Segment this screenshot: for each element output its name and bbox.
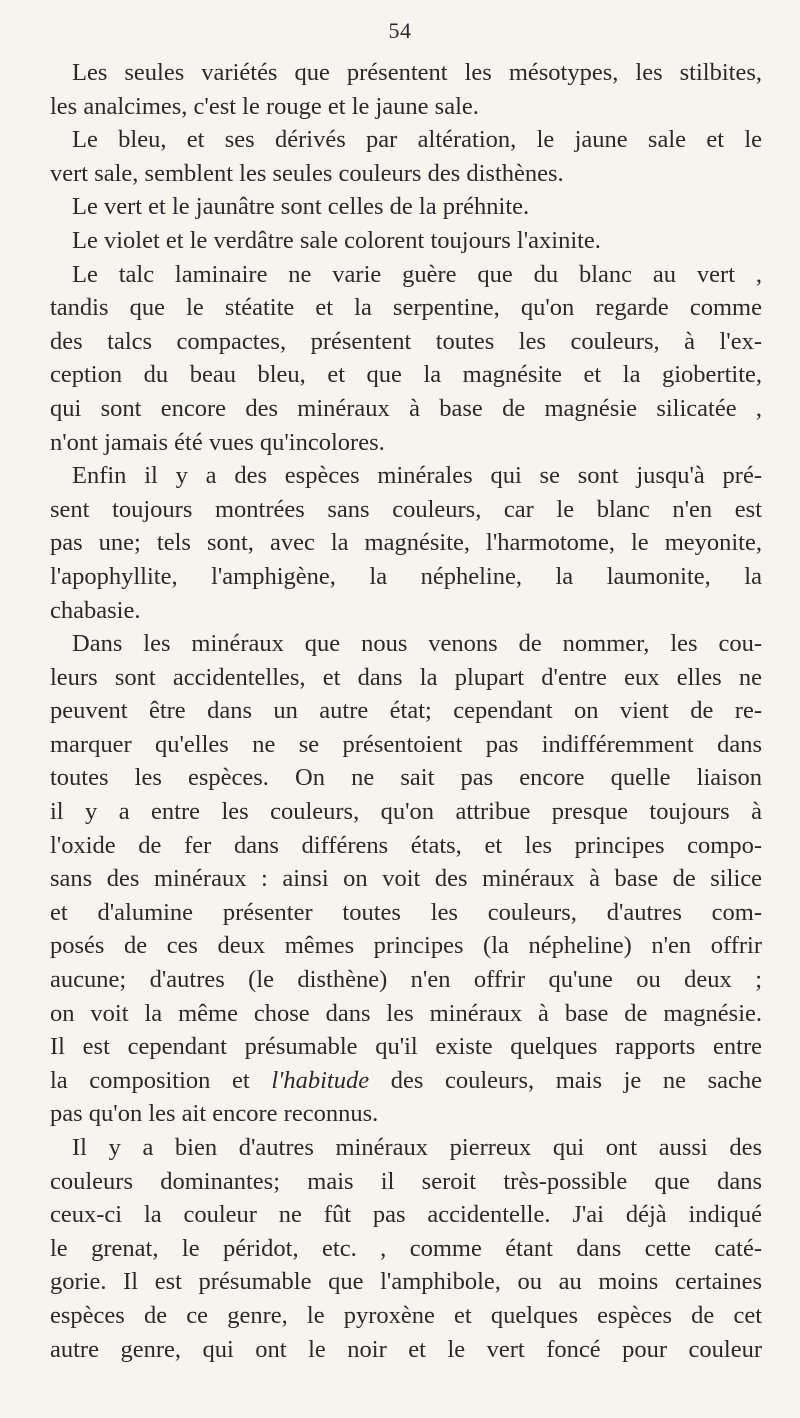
text-line: Enfin il y a des espèces minérales qui se sont jusqu'à pré- <box>72 462 762 490</box>
text-line: vert sale, semblent les seules couleurs des disthènes. <box>50 159 564 187</box>
text-line: n'ont jamais été vues qu'incolores. <box>50 428 385 456</box>
text-line: chabasie. <box>50 596 141 624</box>
text-line: peuvent être dans un autre état; cependant on vient de re- <box>50 697 762 725</box>
italic-term: l'habitude <box>271 1066 370 1094</box>
text-line: qui sont encore des minéraux à base de magnésie silicatée , <box>50 394 762 422</box>
page-number: 54 <box>388 18 412 43</box>
text-line: posés de ces deux mêmes principes (la népheline) n'en offrir <box>50 932 762 960</box>
text-line: leurs sont accidentelles, et dans la plupart d'entre eux elles ne <box>50 663 762 691</box>
text-line <box>50 1064 762 1098</box>
text-line: Le bleu, et ses dérivés par altération, le jaune sale et le <box>72 126 762 154</box>
text-line: Dans les minéraux que nous venons de nommer, les cou- <box>72 630 762 658</box>
text-line: sent toujours montrées sans couleurs, car le blanc n'en est <box>50 495 762 523</box>
text-line: ceux-ci la couleur ne fût pas accidentelle. J'ai déjà indiqué <box>50 1201 762 1229</box>
text-line: gorie. Il est présumable que l'amphibole, ou au moins certaines <box>50 1268 762 1296</box>
text-segment: des couleurs, mais je ne sache <box>369 1066 763 1094</box>
text-line: Il y a bien d'autres minéraux pierreux qui ont aussi des <box>72 1134 762 1161</box>
text-line: sans des minéraux : ainsi on voit des minéraux à base de silice <box>50 865 762 893</box>
text-line: marquer qu'elles ne se présentoient pas indifféremment dans <box>50 730 762 758</box>
text-segment: la composition et <box>50 1066 250 1094</box>
text-line: les analcimes, c'est le rouge et le jaune sale. <box>50 92 479 120</box>
text-line: tandis que le stéatite et la serpentine, qu'on regarde comme <box>50 294 762 322</box>
text-line: pas une; tels sont, avec la magnésite, l'harmotome, le meyonite, <box>50 529 762 557</box>
text-line: toutes les espèces. On ne sait pas encore quelle liaison <box>50 764 762 792</box>
text-line: Les seules variétés que présentent les mésotypes, les stilbites, <box>72 59 762 86</box>
text-line: aucune; d'autres (le disthène) n'en offrir qu'une ou deux ; <box>50 966 762 994</box>
text-line: on voit la même chose dans les minéraux à base de magnésie. <box>50 999 762 1027</box>
text-line: Il est cependant présumable qu'il existe quelques rapports entre <box>50 1033 762 1061</box>
text-line: Le violet et le verdâtre sale colorent toujours l'axinite. <box>72 226 601 254</box>
text-line: autre genre, qui ont le noir et le vert foncé pour couleur <box>50 1335 762 1363</box>
body-text <box>50 56 762 1366</box>
text-line: le grenat, le péridot, etc. , comme étant dans cette caté- <box>50 1234 762 1262</box>
text-line: Le vert et le jaunâtre sont celles de la préhnite. <box>72 193 530 221</box>
text-line: Le talc laminaire ne varie guère que du blanc au vert , <box>72 260 762 288</box>
text-line: couleurs dominantes; mais il seroit très-possible que dans <box>50 1167 762 1195</box>
text-line: pas qu'on les ait encore reconnus. <box>50 1100 379 1128</box>
text-line: espèces de ce genre, le pyroxène et quelques espèces de cet <box>50 1301 762 1329</box>
text-line: il y a entre les couleurs, qu'on attribue presque toujours à <box>50 798 762 826</box>
text-line: l'oxide de fer dans différens états, et les principes compo- <box>50 831 762 859</box>
text-line: des talcs compactes, présentent toutes les couleurs, à l'ex- <box>50 327 762 355</box>
text-line: et d'alumine présenter toutes les couleurs, d'autres com- <box>50 898 762 926</box>
text-line: l'apophyllite, l'amphigène, la népheline, la laumonite, la <box>50 562 762 590</box>
text-line: ception du beau bleu, et que la magnésite et la giobertite, <box>50 361 762 389</box>
